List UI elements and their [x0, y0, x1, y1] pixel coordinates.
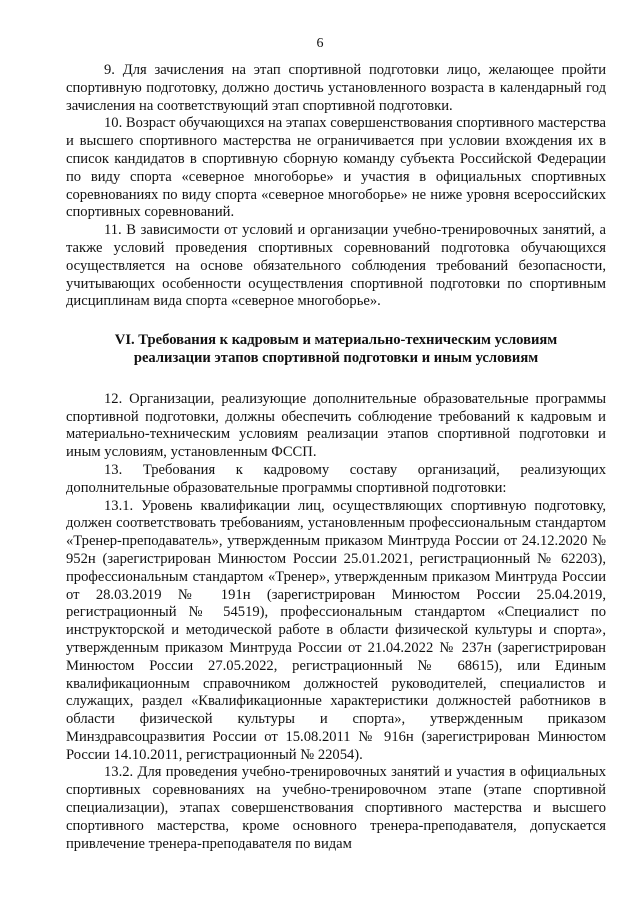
paragraph-13-1: 13.1. Уровень квалификации лиц, осуществляющих спортивную подготовку, должен соответствовать требованиям, установленным профессиональным стандартом «Тренер-преподаватель», утвержденным приказом Минтруда России от 24.12.2020 № 952н (зарегистрирован Минюстом России 25.01.2021, регистрационный № 62203), профессиональным стандартом «Тренер», утвержденным приказом Минтруда России от 28.03.2019 № 191н (зарегистрирован Минюстом России 25.04.2019, регистрационный № 54519), профессиональным стандартом «Специалист по инструкторской и методической работе в области физической культуры и спорта», утвержденным приказом Минтруда России от 21.04.2022 № 237н (зарегистрирован Минюстом России 27.05.2022, регистрационный № 68615), или Единым квалификационным справочником должностей руководителей, специалистов и служащих, раздел «Квалификационные характеристики должностей работников в области физической культуры и спорта», утвержденным приказом Минздравсоцразвития России от 15.08.2011 № 916н (зарегистрирован Минюстом России 14.10.2011, регистрационный № 22054).: [66, 497, 606, 763]
section-heading: [66, 332, 606, 368]
paragraph-13-2: 13.2. Для проведения учебно-тренировочных занятий и участия в официальных спортивных соревнованиях на учебно-тренировочном этапе (этапе спортивной специализации), этапах совершенствования спортивного мастерства и высшего спортивного мастерства, кроме основного тренера-преподавателя, допускается привлечение тренера-преподавателя по видам: [66, 764, 606, 852]
paragraph-9: 9. Для зачисления на этап спортивной подготовки лицо, желающее пройти спортивную подготовку, должно достичь установленного возраста в календарный год зачисления на соответствующий этап спортивной подготовки.: [66, 62, 606, 114]
section-heading-line-1: VI. Требования к кадровым и материально-техническим условиям: [114, 332, 558, 349]
paragraph-12: 12. Организации, реализующие дополнительные образовательные программы спортивной подготовки, должны обеспечить соблюдение требований к кадровым и материально-техническим условиям реализации этапов спортивной подготовки и иным условиям, установленным ФССП.: [66, 390, 606, 461]
document-body: [66, 62, 606, 853]
section-heading-line-2: реализации этапов спортивной подготовки и иным условиям: [133, 349, 539, 366]
paragraph-13: 13. Требования к кадровому составу организаций, реализующих дополнительные образовательные программы спортивной подготовки:: [66, 461, 606, 496]
page-number: 6: [316, 36, 324, 51]
paragraph-10: 10. Возраст обучающихся на этапах совершенствования спортивного мастерства и высшего спортивного мастерства не ограничивается при условии вхождения их в список кандидатов в спортивную сборную команду субъекта Российской Федерации по виду спорта «северное многоборье» и участия в официальных спортивных соревнованиях по виду спорта «северное многоборье» не ниже уровня всероссийских спортивных соревнований.: [66, 115, 606, 221]
paragraph-11: 11. В зависимости от условий и организации учебно-тренировочных занятий, а также условий проведения спортивных соревнований подготовка обучающихся осуществляется на основе обязательного соблюдения требований безопасности, учитывающих особенности осуществления спортивной подготовки по спортивным дисциплинам вида спорта «северное многоборье».: [66, 222, 606, 310]
